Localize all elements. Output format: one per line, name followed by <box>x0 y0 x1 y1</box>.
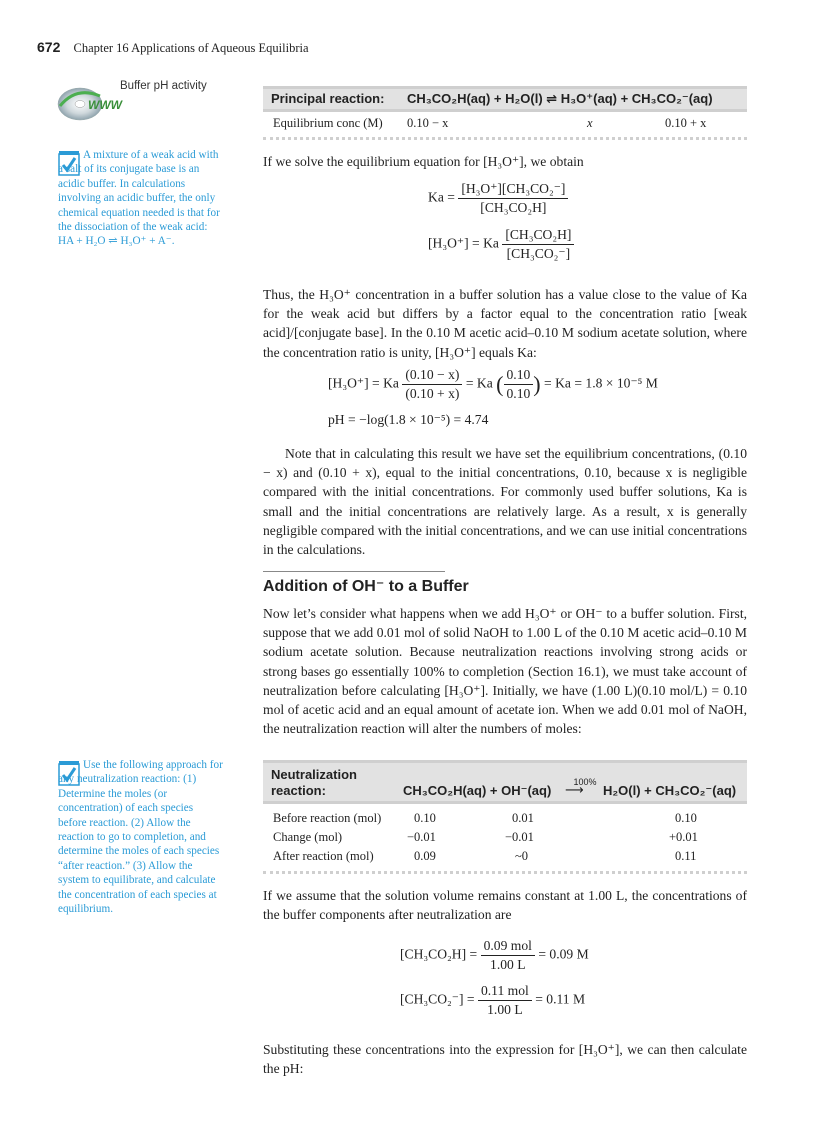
www-label: WWW <box>88 98 122 112</box>
margin-note-1: A mixture of a weak acid with a salt of its conjugate base is an acidic buffer. In calculations involving an acidic buffer, the only chemical equation needed is that for the dissociation of the weak acid: HA + H₂O ⇌ H₃O⁺ + A⁻. <box>58 149 220 248</box>
eq3-denominator-2: 0.10 <box>506 386 531 401</box>
eq3-rhs: = Ka = 1.8 × 10⁻⁵ M <box>544 375 658 391</box>
table2-row-2-label: Change (mol) <box>273 830 343 844</box>
table2-row-3-b: ~0 <box>515 849 529 863</box>
page-number: 672 <box>37 39 61 55</box>
margin-note-2: Use the following approach for any neutralization reaction: (1) Determine the moles (or concentration) of each species before reaction. (2) Allow the reaction to go to completion, and determine the moles of each species “after reaction.” (3) Allow the system to equilibrate, and calculate the concentration of each species at equilibrium. <box>58 759 223 916</box>
eq5-rhs: = 0.09 M <box>538 946 589 962</box>
table1-value-2: x <box>587 116 593 130</box>
table2-row-1-label: Before reaction (mol) <box>273 811 382 825</box>
equation-base-conc <box>400 983 585 1018</box>
table1-header <box>263 86 747 112</box>
table1-reaction: CH₃CO₂H(aq) + H₂O(l) ⇌ H₃O⁺(aq) + CH₃CO₂⁻(aq) <box>407 91 713 106</box>
eq3-numerator-2: 0.10 <box>504 367 534 385</box>
table2-arrow: ⟶ <box>565 782 584 797</box>
eq6-numerator: 0.11 mol <box>478 983 532 1001</box>
table2-row-3-a: 0.09 <box>414 849 436 863</box>
table2-row-2-a: −0.01 <box>407 830 436 844</box>
table2-reactants: CH₃CO₂H(aq) + OH⁻(aq) <box>403 783 552 798</box>
table1-bottom-rule <box>263 137 747 140</box>
eq2-lhs: [H₃O⁺] = Ka <box>428 235 499 251</box>
table2-products: H₂O(l) + CH₃CO₂⁻(aq) <box>603 783 737 798</box>
table2-row-3-label: After reaction (mol) <box>273 849 374 863</box>
eq6-rhs: = 0.11 M <box>535 991 586 1007</box>
eq3-denominator-1: (0.10 + x) <box>405 386 460 401</box>
table1-row-label: Equilibrium conc (M) <box>273 116 383 130</box>
equation-h3o <box>428 227 574 262</box>
eq5-numerator: 0.09 mol <box>481 938 535 956</box>
eq6-lhs: [CH₃CO₂⁻] = <box>400 991 475 1007</box>
table1-value-3: 0.10 + x <box>665 116 707 130</box>
table2-row-3-c: 0.11 <box>675 849 697 863</box>
eq3-numerator-1: (0.10 − x) <box>402 367 462 385</box>
table2-row-2-b: −0.01 <box>505 830 534 844</box>
table2-header <box>263 760 747 804</box>
table2-row-1-b: 0.01 <box>512 811 534 825</box>
equation-ka <box>428 181 568 216</box>
eq2-denominator: [CH₃CO₂⁻] <box>506 246 571 261</box>
table2-head-label-1: Neutralization <box>271 767 357 782</box>
eq5-denominator: 1.00 L <box>490 957 526 972</box>
eq1-numerator: [H₃O⁺][CH₃CO₂⁻] <box>458 181 568 199</box>
equation-ph: pH = −log(1.8 × 10⁻⁵) = 4.74 <box>328 412 489 427</box>
page-header <box>37 39 309 56</box>
eq6-denominator: 1.00 L <box>487 1002 523 1017</box>
section-rule <box>263 571 445 572</box>
table1-head-label: Principal reaction: <box>271 91 385 106</box>
equation-h3o-value: [H₃O⁺] = Ka $\frac{(0.10 - x)}{(0.10 + x)}$ = Ka ( $\frac{0.10}{0.10}$ ) = Ka = 1.8 × 10⁻⁵ M <box>328 367 658 401</box>
eq3-lhs: [H₃O⁺] = Ka <box>328 375 399 391</box>
paragraph-5: If we assume that the solution volume remains constant at 1.00 L, the concentrations of the buffer components after neutralization are <box>263 888 747 923</box>
table2-row-2-c: +0.01 <box>669 830 698 844</box>
paragraph-4: Now let’s consider what happens when we add H₃O⁺ or OH⁻ to a buffer solution. First, suppose that we add 0.01 mol of solid NaOH to 1.00 L of the 0.10 M acetic acid–0.10 M sodium acetate solution. Because neutralization reactions involving strong acids or strong bases go essentially 100% to completion (Section 16.1), we must take account of neutralization before calculating [H₃O⁺]. Initially, we have (1.00 L)(0.10 mol/L) = 0.10 mol of acetic acid and an equal amount of acetate ion. When we add 0.01 mol of NaOH, the neutralization reaction will alter the numbers of moles: <box>263 606 747 737</box>
paragraph-6: Substituting these concentrations into the expression for [H₃O⁺], we can then calculate the pH: <box>263 1042 747 1077</box>
paragraph-1: If we solve the equilibrium equation for [H₃O⁺], we obtain <box>263 154 584 169</box>
paragraph-2: Thus, the H₃O⁺ concentration in a buffer solution has a value close to the value of Ka for the weak acid but differs by a factor equal to the concentration ratio [weak acid]/[conjugate base]. In the 0.10 M acetic acid–0.10 M sodium acetate solution, where the concentration ratio is unity, [H₃O⁺] equals Ka: <box>263 287 747 360</box>
chapter-title: Chapter 16 Applications of Aqueous Equilibria <box>73 41 309 55</box>
table2-row-1-a: 0.10 <box>414 811 436 825</box>
paragraph-3: Note that in calculating this result we have set the equilibrium concentrations, (0.10 − x) and (0.10 + x), equal to the initial concentrations, 0.10, because x is negligible compared with the initial concentrations. For commonly used buffer solutions, Ka is small and the initial concentrations are relatively large. As a result, x is generally negligible compared with the initial concentrations, and we can use initial concentrations in the calculations. <box>263 446 747 558</box>
eq1-denominator: [CH₃CO₂H] <box>480 200 547 215</box>
eq1-lhs: Ka = <box>428 189 455 205</box>
eq3-mid: = Ka <box>465 375 493 391</box>
table2-head-label-2: reaction: <box>271 783 326 798</box>
equation-acid-conc <box>400 938 589 973</box>
table2-arrow-label: 100% <box>573 777 597 787</box>
eq2-numerator: [CH₃CO₂H] <box>502 227 574 245</box>
table2-row-1-c: 0.10 <box>675 811 697 825</box>
eq5-lhs: [CH₃CO₂H] = <box>400 946 478 962</box>
table2-bottom-rule <box>263 871 747 874</box>
cd-activity-label: Buffer pH activity <box>120 80 207 92</box>
table1-value-1: 0.10 − x <box>407 116 449 130</box>
section-title: Addition of OH⁻ to a Buffer <box>263 578 469 595</box>
